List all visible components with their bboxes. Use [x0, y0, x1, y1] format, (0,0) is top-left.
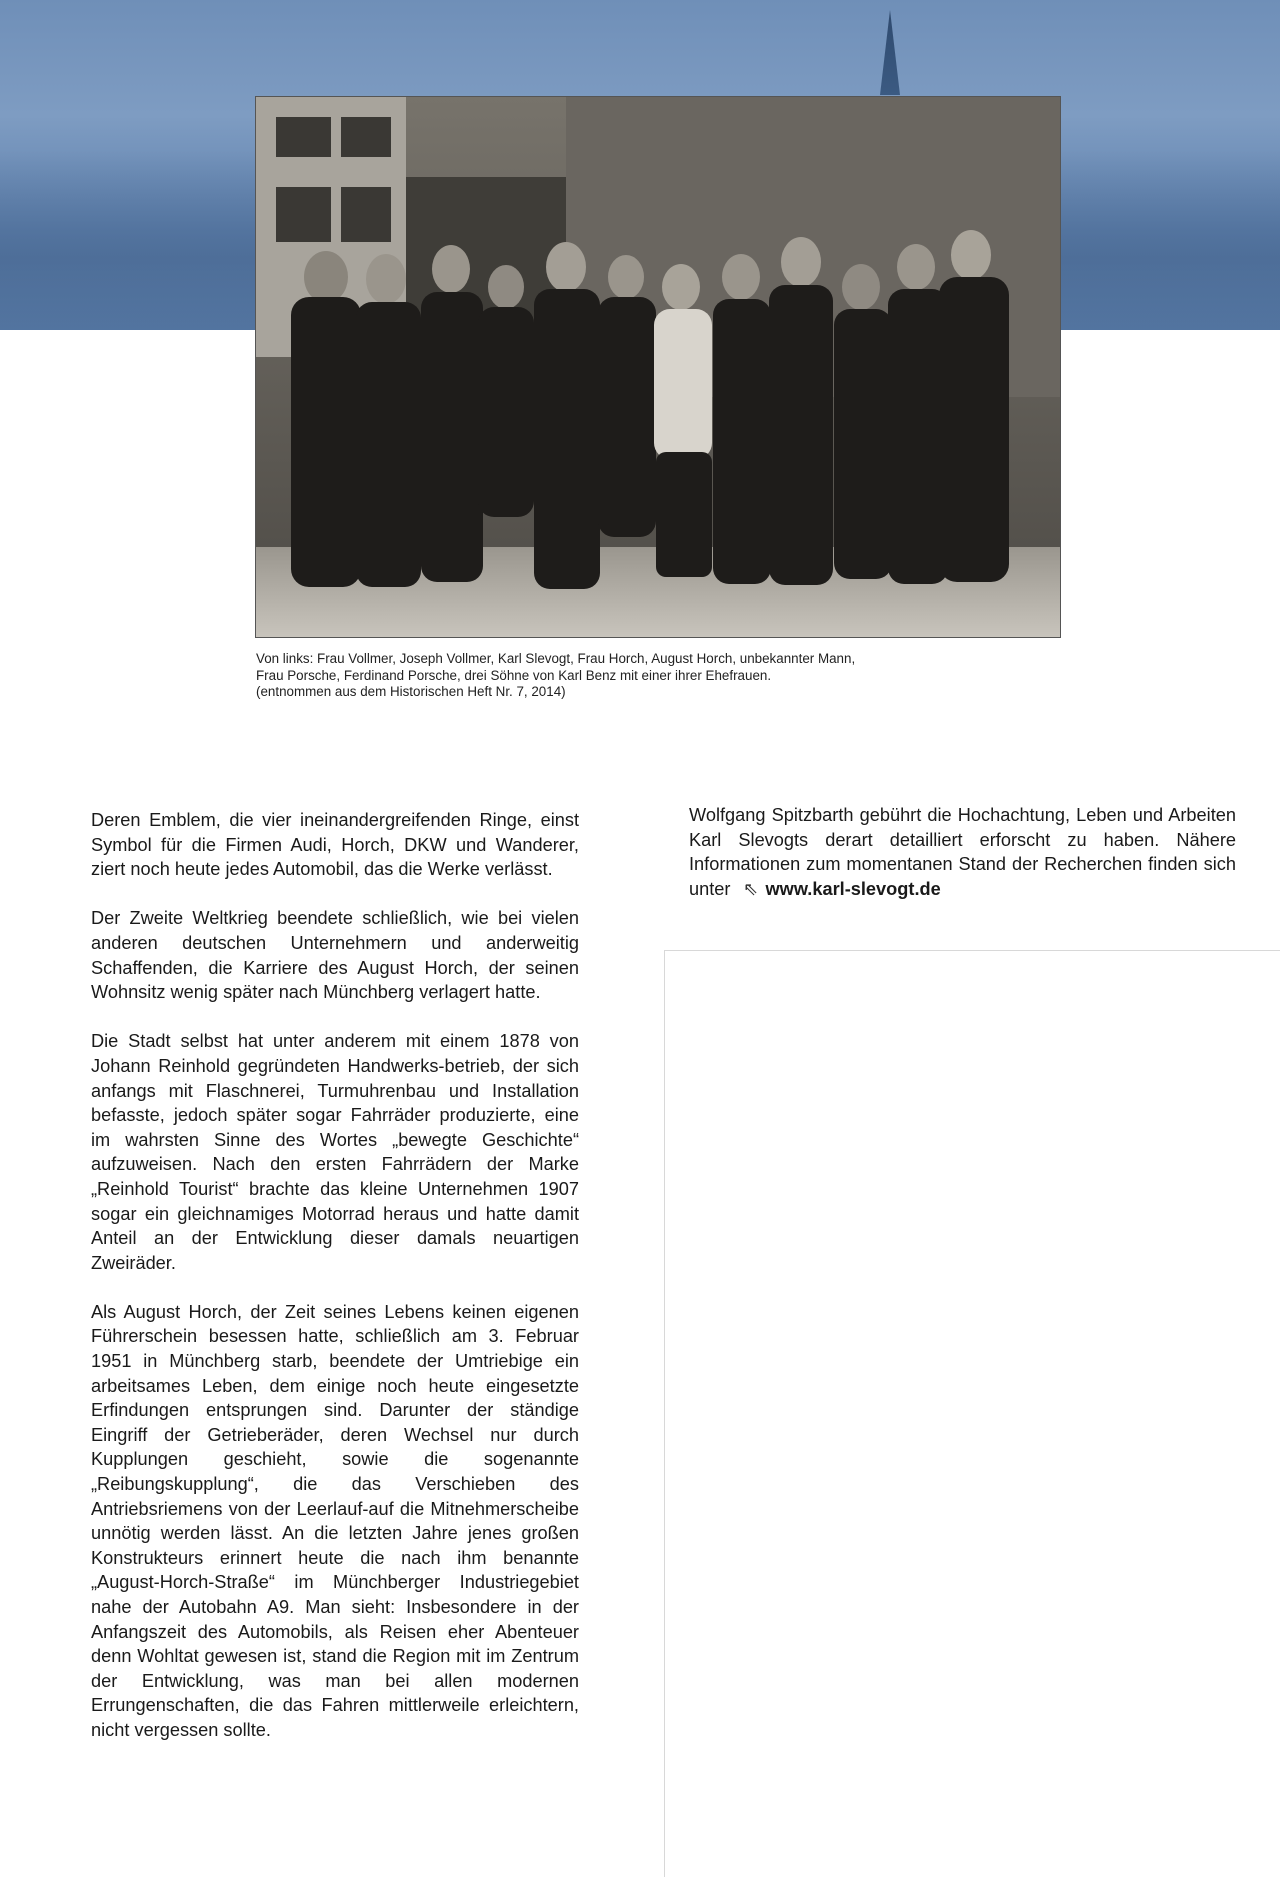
cursor-click-icon: ⇖ [742, 878, 759, 899]
caption-line: Frau Porsche, Ferdinand Porsche, drei Söhne von Karl Benz mit einer ihrer Ehefrauen. [256, 667, 772, 683]
right-text-column [689, 803, 1236, 926]
group-photo-illustration [256, 97, 1060, 637]
historic-group-photo [255, 96, 1061, 638]
paragraph: Die Stadt selbst hat unter anderem mit einem 1878 von Johann Reinhold gegründeten Handwerks-betrieb, der sich anfangs mit Flaschnerei, Turmuhrenbau und Installation befasste, jedoch später sogar Fahrräder produzierte, eine im wahrsten Sinne des Wortes „bewegte Geschichte“ aufzuweisen. Nach den ersten Fahrrädern der Marke „Reinhold Tourist“ brachte das kleine Unternehmen 1907 sogar ein gleichnamiges Motorrad heraus und hatte damit Anteil an der Entwicklung dieser damals neuartigen Zweiräder. [91, 1031, 579, 1273]
right-paragraph-text: Wolfgang Spitzbarth gebührt die Hochachtung, Leben und Arbeiten Karl Slevogts derart detailliert erforscht zu haben. Nähere Informationen zum momentanen Stand der Recherchen finden sich unter [689, 805, 1236, 899]
paragraph: Deren Emblem, die vier ineinandergreifenden Ringe, einst Symbol für die Firmen Audi, Horch, DKW und Wanderer, ziert noch heute jedes Automobil, das die Werke verlässt. [91, 810, 579, 880]
caption-line: Von links: Frau Vollmer, Joseph Vollmer, Karl Slevogt, Frau Horch, August Horch, unbekannter Mann, [256, 651, 856, 666]
empty-panel [664, 950, 1280, 1877]
paragraph: Der Zweite Weltkrieg beendete schließlich, wie bei vielen anderen deutschen Unternehmern und anderweitig Schaffenden, die Karriere des August Horch, der seinen Wohnsitz wenig später nach Münchberg verlagert hatte. [91, 908, 579, 1003]
caption-line: (entnommen aus dem Historischen Heft Nr. 7, 2014) [256, 684, 566, 699]
paragraph: Als August Horch, der Zeit seines Lebens keinen eigenen Führerschein besessen hatte, schließlich am 3. Februar 1951 in Münchberg starb, beendete der Umtriebige ein arbeitsames Leben, dem einige noch heute eingesetzte Erfindungen entsprungen sind. Darunter der ständige Eingriff der Getrieberäder, deren Wechsel nur durch Kupplungen geschieht, sowie die sogenannte „Reibungskupplung“, die das Verschieben des Antriebsriemens von der Leerlauf-auf die Mitnehmerscheibe unnötig werden lässt. An die letzten Jahre jenes großen Konstrukteurs erinnert heute die nach ihm benannte „August-Horch-Straße“ im Münchberger Industriegebiet nahe der Autobahn A9. Man sieht: Insbesondere in der Anfangszeit des Automobils, als Reisen eher Abenteuer denn Wohltat gewesen ist, stand die Region mit im Zentrum der Entwicklung, was man bei allen modernen Errungenschaften, die das Fahren mittlerweile erleichtern, nicht vergessen sollte. [91, 1301, 579, 1740]
paragraph [689, 803, 1236, 901]
photo-caption [256, 651, 1036, 701]
church-spire [880, 10, 900, 95]
left-text-column [91, 808, 579, 1767]
website-link[interactable]: www.karl-slevogt.de [765, 878, 941, 899]
